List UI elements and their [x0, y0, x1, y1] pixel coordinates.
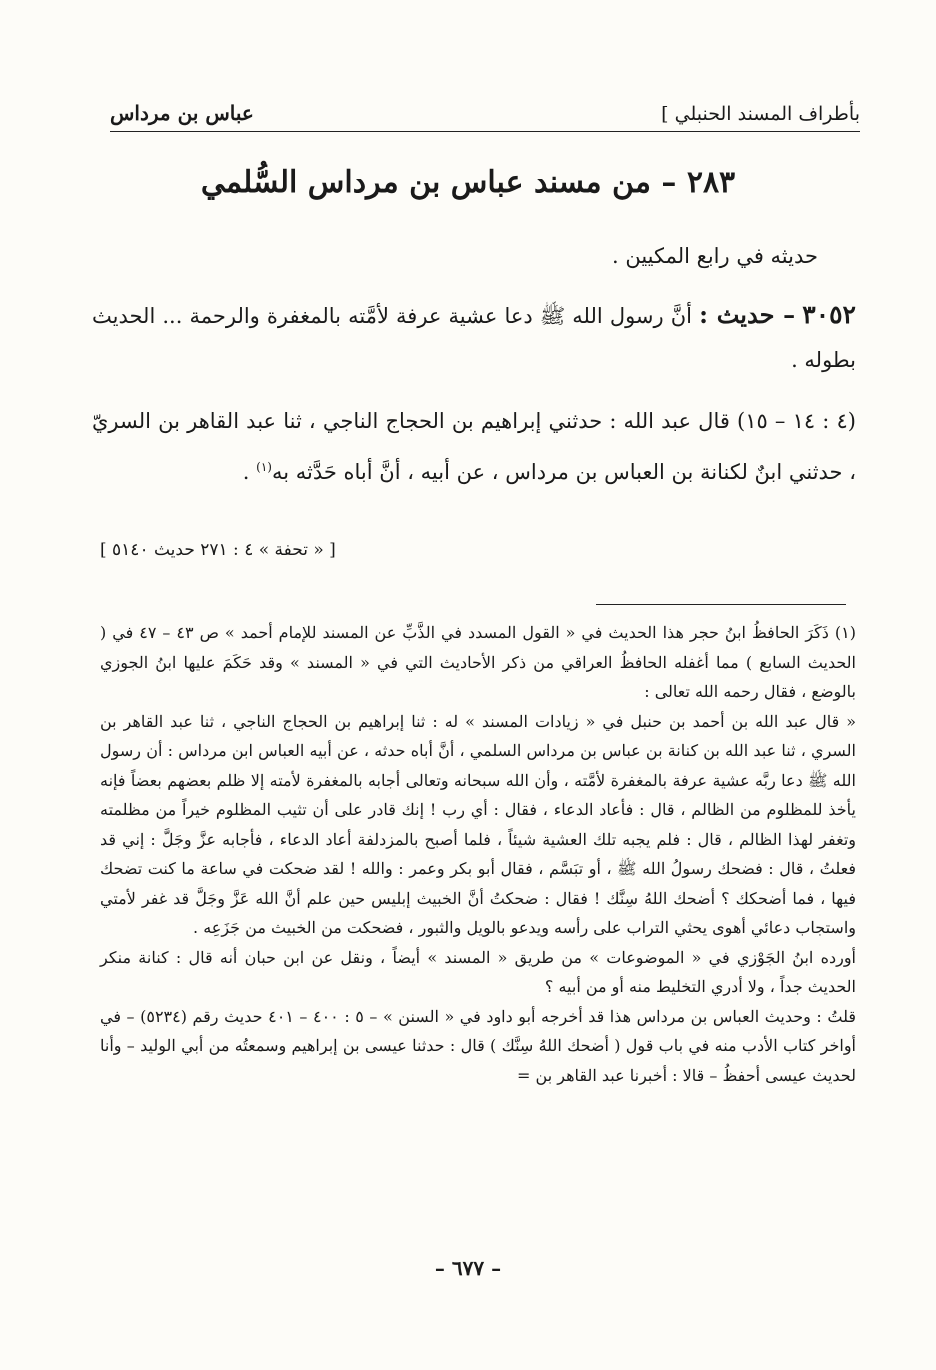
footnote-paragraph: (١) ذَكَرَ الحافظُ ابنُ حجر هذا الحديث في « القول المسدد في الذَّبِّ عن المسند للإمام أحمد » ص ٤٣ – ٤٧ في ( الحديث السابع ) مما أغفله الحافظُ العراقي من ذكر الأحاديث التي في « المسند » وقد حَكَمَ عليها ابنُ الجوزي بالوضع ، فقال رحمه الله تعالى :	[100, 623, 857, 701]
hadith-number: ٣٠٥٢	[802, 300, 856, 329]
footnote-paragraph: قلتُ : وحديث العباس بن مرداس هذا قد أخرجه أبو داود في « السنن » – ٥ : ٤٠٠ – ٤٠١ حديث رقم (٥٢٣٤) – في أواخر كتاب الأدب منه في باب قول ( أضحك اللهُ سِنَّك ) قال : حدثنا عيسى بن إبراهيم وسمعتُه من أبي الوليد – وأنا لحديث عيسى أحفظُ – قالا : أخبرنا عبد القاهر بن =	[100, 1006, 857, 1085]
footnote-number: (١)	[834, 623, 857, 642]
isnad-end: .	[242, 460, 257, 484]
footnote-paragraph: « قال عبد الله بن أحمد بن حنبل في « زيادات المسند » له : ثنا إبراهيم بن الحجاج الناجي ، ثنا عبد القاهر بن السري ، ثنا عبد الله بن كنانة بن عباس بن مرداس السلمي ، أنَّ أباه حدثه ، عن أبيه العباس ابن مرداس : أن رسول الله ﷺ دعا ربَّه عشية عرفة بالمغفرة لأمَّته ، وأن الله سبحانه وتعالى أجابه بالمغفرة لأمته إلا ظلم بعضهم بعضاً فإنه يأخذ للمظلوم من الظالم ، قال : فأعاد الدعاء ، فقال : أي رب ! إنك قادر على أن تثيب المظلوم خيراً من مظلمته وتغفر لهذا الظالم ، قال : فلم يجبه تلك العشية شيئاً ، فلما أصبح بالمزدلفة أعاد الدعاء ، فأجابه عزَّ وجَلَّ : إني قد فعلتُ ، قال : فضحك رسولُ الله ﷺ ، أو تبَسَّم ، فقال أبو بكر وعمر : والله ! لقد ضحكت في ساعة ما كنت تضحك فيها ، فما أضحكك ؟ أضحك اللهُ سِنَّك ! فقال : ضحكتُ أنَّ الخبيث إبليس حين علم أنَّ الله عَزَّ وجَلَّ قد غفر لأمتي واستجاب دعائي أهوى يحثي التراب على رأسه ويدعو بالويل والثبور ، فضحكت من الخبيث من جَزَعِه .	[100, 711, 857, 937]
footnote-marker: (١)	[256, 460, 272, 474]
footnote-paragraph: أورده ابنُ الجَوْزي في « الموضوعات » من طريق « المسند » أيضاً ، ونقل عن ابن حبان أنه قال : كنانة منكر الحديث جداً ، ولا أدري التخليط منه أو من أبيه ؟	[100, 947, 857, 996]
isnad-paragraph	[92, 398, 856, 495]
reference-line: [ « تحفة » ٤ : ٢٧١ حديث ٥١٤٠ ]	[100, 540, 336, 560]
running-header	[110, 95, 860, 132]
hadith-text: أنَّ رسول الله ﷺ دعا عشية عرفة لأمَّته بالمغفرة والرحمة ... الحديث بطوله .	[92, 304, 856, 372]
page-number: – ٦٧٧ –	[434, 1256, 502, 1280]
section-title: ٢٨٣ – من مسند عباس بن مرداس السُّلمي	[200, 165, 736, 200]
intro-line: حديثه في رابع المكيين .	[612, 244, 818, 268]
chapter-title: عباس بن مرداس	[110, 101, 254, 125]
book-title: بأطراف المسند الحنبلي ]	[661, 103, 860, 125]
footnote-divider	[596, 604, 846, 605]
footnote-block	[100, 618, 856, 1090]
hadith-entry	[92, 293, 856, 382]
isnad-text: (٤ : ١٤ – ١٥) قال عبد الله : حدثني إبراهيم بن الحجاج الناجي ، ثنا عبد القاهر بن السريّ ، حدثني ابنٌ لكنانة بن العباس بن مرداس ، عن أبيه ، أنَّ أباه حَدَّثه به	[92, 409, 856, 484]
hadith-keyword: – حديث :	[699, 300, 796, 329]
